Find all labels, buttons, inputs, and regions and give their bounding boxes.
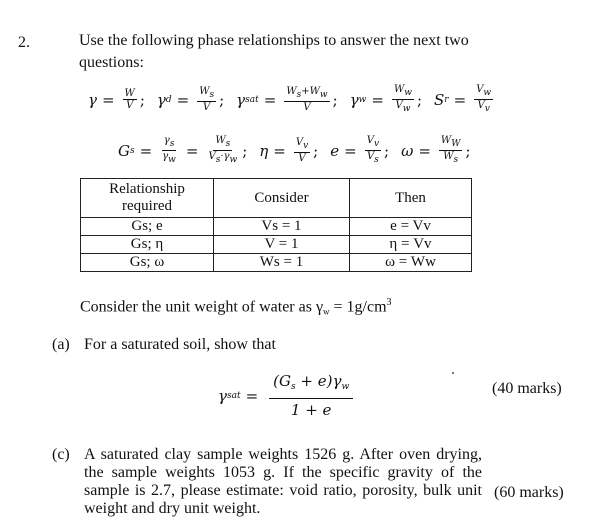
table-cell: Vs = 1 <box>214 218 350 236</box>
table-cell: Ws = 1 <box>214 254 350 272</box>
water-unit-weight-note: Consider the unit weight of water as $\gamma_w = 1g/cm^3$ <box>80 297 392 317</box>
question-number: 2. <box>18 34 30 51</box>
table-row <box>81 254 472 272</box>
table-cell: Gs; η <box>81 236 214 254</box>
table-row <box>81 236 472 254</box>
table-cell: ω = Ww <box>350 254 472 272</box>
part-a-label: (a) <box>52 336 70 353</box>
void-ratio-fraction: $\frac{Vv}{Vs}$ <box>366 135 380 165</box>
part-a-marks: (40 marks) <box>492 380 562 397</box>
degree-of-saturation-fraction: $\frac{Vw}{Vv}$ <box>476 84 492 114</box>
table-row <box>81 218 472 236</box>
formula-row-1: γ = $\frac{W}{V}$ ; γ d = $\frac{Ws}{V}$ ; γ sat = $\frac{Ws+Ww}{V}$ ; γ w = $\frac{Ww}{Vw}$ ; S r = $\frac{Vw}{Vv}$ <box>88 84 492 114</box>
saturated-unit-weight-equation: γ sat = $\frac{(G_s + e)\gamma_w}{1 + e}$ <box>218 370 353 421</box>
unit-weight-fraction: $\frac{W}{V}$ <box>124 88 135 111</box>
water-unit-weight-fraction: $\frac{Ww}{Vw}$ <box>393 84 412 114</box>
porosity-fraction: $\frac{Vv}{V}$ <box>295 137 309 164</box>
table-cell: Gs; ω <box>81 254 214 272</box>
moisture-content-fraction: $\frac{WW}{Ws}$ <box>440 135 461 165</box>
specific-gravity-weight-fraction: $\frac{Ws}{Vs\cdot\gamma w}$ <box>208 135 238 165</box>
specific-gravity-fraction: $\frac{\gamma s}{\gamma w}$ <box>162 135 176 165</box>
gamma-symbol: γ <box>88 90 97 109</box>
table-cell: Gs; e <box>81 218 214 236</box>
table-cell: V = 1 <box>214 236 350 254</box>
part-a-text: For a saturated soil, show that <box>84 336 276 353</box>
question-intro: Use the following phase relationships to answer the next two questions: <box>79 32 469 71</box>
part-c-label: (c) <box>52 446 70 463</box>
relationship-table <box>80 178 472 272</box>
table-cell: η = Vv <box>350 236 472 254</box>
table-header-row <box>81 179 472 218</box>
stray-mark <box>452 372 454 374</box>
formula-row-2: G s = $\frac{\gamma s}{\gamma w}$ = $\frac{Ws}{Vs\cdot\gamma w}$ ; η = $\frac{Vv}{V}$ ; e = $\frac{Vv}{Vs}$ ; ω = $\frac{WW}{Ws}$ ; <box>118 135 471 165</box>
part-c-marks: (60 marks) <box>494 484 564 501</box>
table-header: Then <box>350 179 472 218</box>
table-header: Relationship required <box>81 179 214 218</box>
dry-unit-weight-fraction: $\frac{Ws}{V}$ <box>199 86 215 113</box>
part-c-text: A saturated clay sample weights 1526 g. After oven drying, the sample weights 1053 g. If the specific gravity of the sample is 2.7, please estimate: void ratio, porosity, bulk unit weight and dry unit weight. <box>84 446 482 517</box>
saturated-unit-weight-fraction: $\frac{Ws+Ww}{V}$ <box>286 86 328 113</box>
table-header: Consider <box>214 179 350 218</box>
table-cell: e = Vv <box>350 218 472 236</box>
